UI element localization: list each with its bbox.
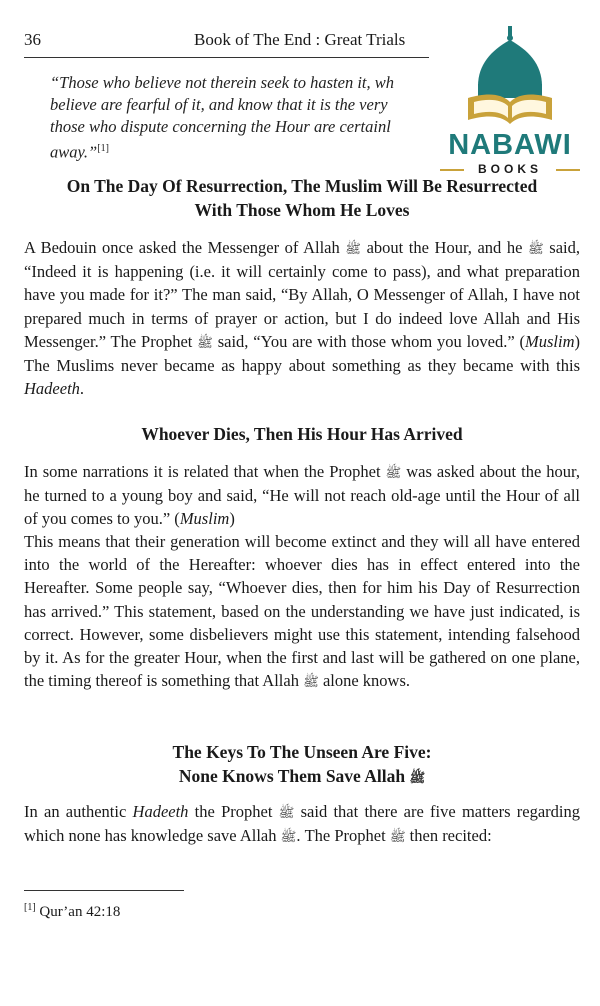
footnote-rule	[24, 890, 184, 891]
verse-quote	[50, 72, 435, 164]
publisher-logo	[440, 24, 580, 174]
salutation-glyph: ﷺ	[389, 829, 406, 845]
salutation-glyph: ﷺ	[278, 805, 295, 820]
mosque-dome-icon	[440, 24, 580, 132]
quote-line: “Those who believe not therein seek to hasten it, wh	[50, 73, 395, 92]
logo-subtitle: BOOKS	[440, 162, 580, 176]
page-number: 36	[24, 30, 41, 49]
salutation-glyph: ﷺ	[303, 674, 319, 690]
quote-line: away.”[1]	[50, 142, 109, 162]
footnote-marker: [1]	[24, 902, 36, 913]
section-heading-resurrection: On The Day Of Resurrection, The Muslim Will Be Resurrected With Those Whom He Loves	[66, 176, 538, 220]
salutation-glyph: ﷺ	[385, 465, 402, 480]
quote-line: believe are fearful of it, and know that it is the very	[50, 95, 388, 114]
footnote-ref[interactable]: [1]	[97, 143, 109, 154]
paragraph-narrations: In some narrations it is related that when the Prophet ﷺ was asked about the hour, he turned to a young boy and said, “He will not reach old-age until the Hour of all of you comes to you.” (Muslim)	[24, 462, 580, 529]
paragraph-bedouin: A Bedouin once asked the Messenger of Allah ﷺ about the Hour, and he ﷺ said, “Indeed it is happening (i.e. it will certainly come to pass), and what preparation have you made for it?” The man said, “By Allah, O Messenger of Allah, I have not prepared much in terms of prayer or action, but I do indeed love Allah and His Messenger.” The Prophet ﷺ said, “You are with those whom you loved.” (Muslim) The Muslims never became as happy about something as they became with this Hadeeth.	[24, 238, 580, 399]
running-title: Book of The End : Great Trials	[194, 30, 406, 49]
salutation-glyph: ﷺ	[409, 770, 426, 785]
footnote: [1] Qur’an 42:18	[24, 902, 121, 920]
section-heading-whoever-dies: Whoever Dies, Then His Hour Has Arrived	[141, 424, 463, 444]
header-rule	[24, 57, 429, 58]
logo-wordmark: NABAWI	[448, 129, 572, 161]
quote-line: those who dispute concerning the Hour are certainl	[50, 117, 391, 136]
salutation-glyph: ﷺ	[280, 829, 297, 845]
paragraph-meaning: This means that their generation will become extinct and they will all have entered into the world of the Hereafter: whoever dies has in effect entered into the Hereafter. Some people say, “Whoever dies, then for him his Day of Resurrection has arrived.” This statement, based on the understanding we have just indicated, is correct. However, some disbelievers might use this statement, intending falsehood by it. As for the greater Hour, when the first and last will be gathered on one plane, the timing thereof is something that Allah ﷺ alone knows.	[24, 532, 580, 691]
paragraph-five-matters: In an authentic Hadeeth the Prophet ﷺ said that there are five matters regarding which none has knowledge save Allah ﷺ. The Prophet ﷺ then recited:	[24, 802, 580, 846]
section-heading-keys: The Keys To The Unseen Are Five: None Knows Them Save Allah ﷺ	[172, 742, 432, 786]
salutation-glyph: ﷺ	[528, 241, 544, 256]
salutation-glyph: ﷺ	[197, 334, 213, 350]
salutation-glyph: ﷺ	[345, 241, 362, 256]
